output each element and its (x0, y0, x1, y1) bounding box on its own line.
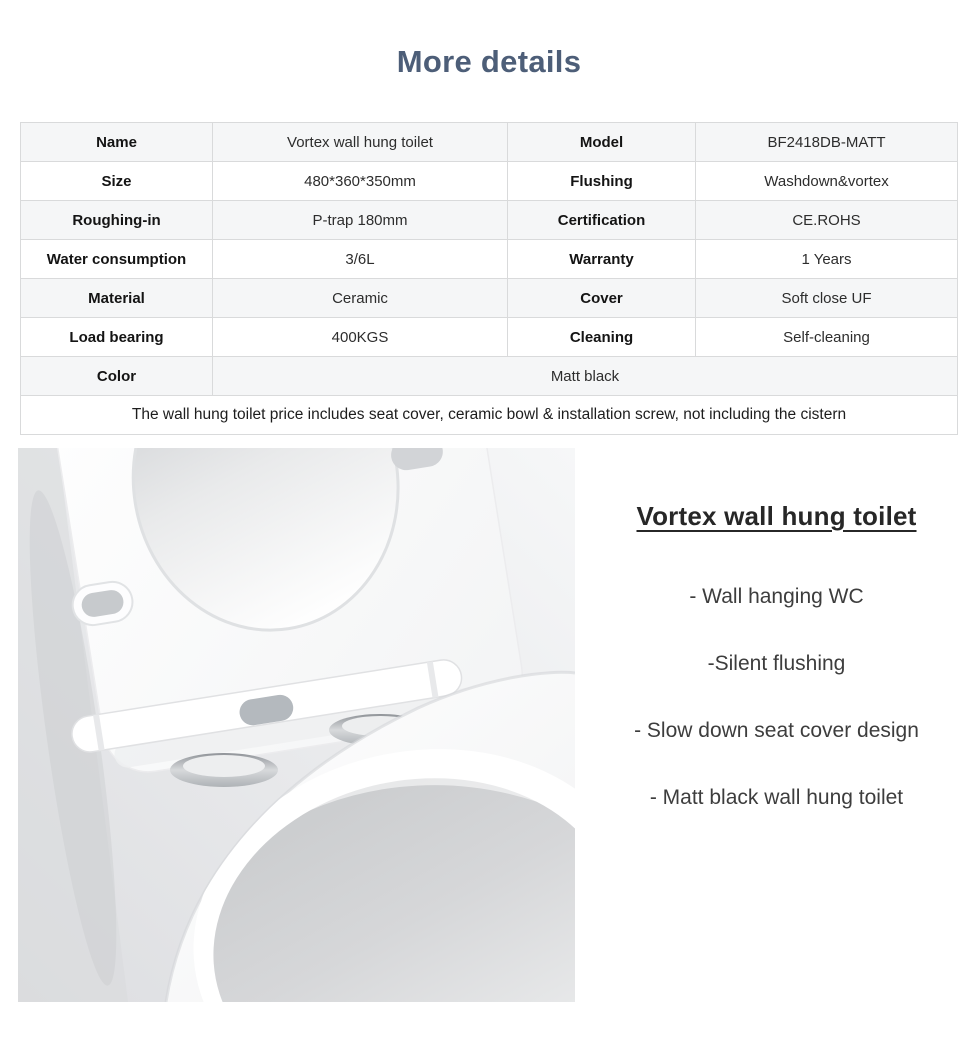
spec-label-roughing-in: Roughing-in (21, 201, 213, 240)
spec-label-cleaning: Cleaning (508, 318, 696, 357)
table-row-note (21, 396, 958, 435)
product-details-page (0, 44, 978, 1002)
spec-value-load-bearing: 400KGS (213, 318, 508, 357)
table-row (21, 123, 958, 162)
spec-label-flushing: Flushing (508, 162, 696, 201)
spec-label-water-consumption: Water consumption (21, 240, 213, 279)
spec-label-name: Name (21, 123, 213, 162)
spec-value-cover: Soft close UF (696, 279, 958, 318)
spec-table (20, 122, 958, 435)
spec-value-material: Ceramic (213, 279, 508, 318)
page-title: More details (396, 44, 582, 79)
toilet-photo-illustration (18, 448, 575, 1002)
table-row (21, 318, 958, 357)
spec-value-model: BF2418DB-MATT (696, 123, 958, 162)
spec-value-cleaning: Self-cleaning (696, 318, 958, 357)
spec-label-certification: Certification (508, 201, 696, 240)
product-title: Vortex wall hung toilet (636, 501, 917, 531)
product-info (575, 448, 978, 810)
spec-value-color: Matt black (213, 357, 958, 396)
spec-value-warranty: 1 Years (696, 240, 958, 279)
spec-label-warranty: Warranty (508, 240, 696, 279)
table-row (21, 201, 958, 240)
spec-label-size: Size (21, 162, 213, 201)
spec-label-material: Material (21, 279, 213, 318)
feature-slow-down-seat: - Slow down seat cover design (634, 719, 919, 742)
hinge-disc-left (170, 753, 278, 787)
product-photo (18, 448, 575, 1002)
spec-label-cover: Cover (508, 279, 696, 318)
table-row (21, 240, 958, 279)
spec-value-roughing-in: P-trap 180mm (213, 201, 508, 240)
spec-label-model: Model (508, 123, 696, 162)
spec-value-certification: CE.ROHS (696, 201, 958, 240)
product-section (0, 448, 978, 1002)
price-note: The wall hung toilet price includes seat cover, ceramic bowl & installation screw, not including the cistern (21, 396, 958, 435)
spec-value-name: Vortex wall hung toilet (213, 123, 508, 162)
table-row (21, 162, 958, 201)
feature-silent-flushing: -Silent flushing (707, 652, 846, 675)
spec-value-flushing: Washdown&vortex (696, 162, 958, 201)
spec-label-color: Color (21, 357, 213, 396)
spec-value-size: 480*360*350mm (213, 162, 508, 201)
table-row-color (21, 357, 958, 396)
spec-value-water-consumption: 3/6L (213, 240, 508, 279)
spec-label-load-bearing: Load bearing (21, 318, 213, 357)
feature-matt-black: - Matt black wall hung toilet (649, 786, 904, 809)
table-row (21, 279, 958, 318)
feature-wall-hanging: - Wall hanging WC (689, 585, 864, 608)
